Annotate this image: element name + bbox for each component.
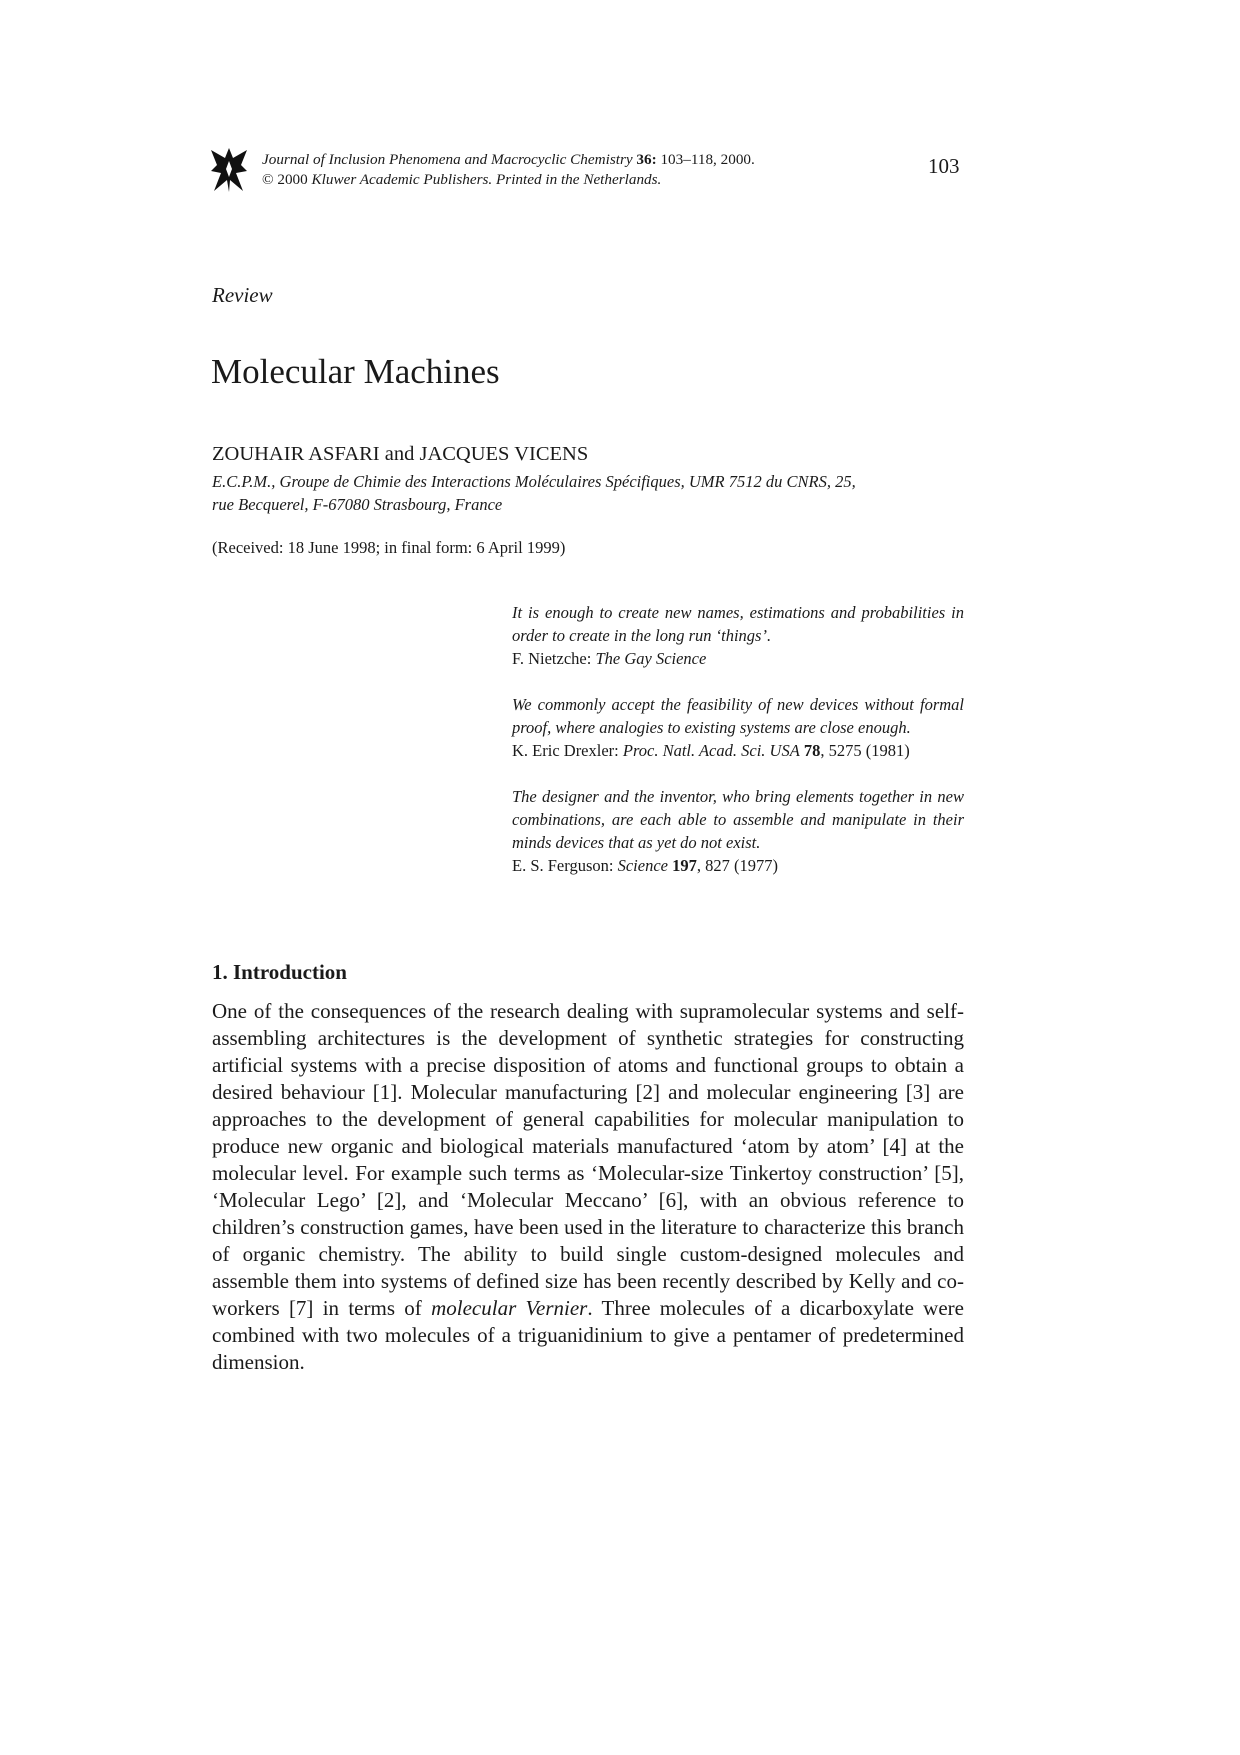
affiliation-line-2: rue Becquerel, F-67080 Strasbourg, France (212, 495, 503, 514)
epigraph-volume: 197 (672, 856, 697, 875)
epigraph-work: The Gay Science (595, 649, 707, 668)
printed-note: Printed in the Netherlands. (496, 171, 662, 188)
paragraph-emphasis: molecular Vernier (431, 1296, 588, 1320)
publisher-logo-icon (210, 147, 248, 193)
epigraph-author: F. Nietzche: (512, 649, 596, 668)
epigraph-work: Proc. Natl. Acad. Sci. USA (622, 741, 800, 760)
paragraph-text-end: . Three molecules of a dicarboxylate were combined with two molecules of a triguanidinium to give a pentamer of predetermined dimension. (212, 1296, 964, 1374)
epigraph (512, 601, 964, 670)
paragraph-text: One of the consequences of the research dealing with supramolecular systems and self-assembling architectures is the development of synthetic strategies for constructing artificial systems with a precise disposition of atoms and functional groups to obtain a desired behaviour [1]. Molecular manufacturing [2] and molecular engineering [3] are approaches to the development of general capabilities for molecular manipulation to produce new organic and biological materials manufactured ‘atom by atom’ [4] at the molecular level. For example such terms as ‘Molecular-size Tinkertoy construction’ [5], ‘Molecular Lego’ [2], and ‘Molecular Meccano’ [6], with an obvious reference to children’s construction games, have been used in the literature to characterize this branch of organic chemistry. The ability to build single custom-designed molecules and assemble them into systems of defined size has been recently described by Kelly and co-workers [7] in terms of (212, 999, 964, 1320)
article-authors: ZOUHAIR ASFARI and JACQUES VICENS (212, 443, 589, 465)
epigraph-author: K. Eric Drexler: (512, 741, 623, 760)
epigraph-author: E. S. Ferguson: (512, 856, 618, 875)
affiliation-line-1: E.C.P.M., Groupe de Chimie des Interactions Moléculaires Spécifiques, UMR 7512 du CNRS, 25, (212, 472, 856, 491)
journal-line-2 (262, 170, 755, 190)
page-number: 103 (928, 154, 960, 178)
journal-volume: 36: (636, 151, 657, 168)
introduction-paragraph (212, 998, 964, 1376)
publisher-name: Kluwer Academic Publishers. (311, 171, 493, 188)
epigraph-quote: It is enough to create new names, estimations and probabilities in order to create in the long run ‘things’. (512, 603, 964, 645)
epigraph-volume: 78 (803, 741, 821, 760)
epigraph-quote: We commonly accept the feasibility of new devices without formal proof, where analogies to existing systems are close enough. (512, 695, 964, 737)
journal-citation (262, 150, 755, 190)
copyright-symbol: © (262, 171, 274, 188)
author-affiliation (212, 470, 972, 516)
epigraph-source (512, 647, 964, 670)
received-dates: (Received: 18 June 1998; in final form: 6 April 1999) (212, 538, 566, 557)
journal-pages-year: 103–118, 2000. (660, 151, 755, 168)
publisher-logo (210, 147, 248, 193)
section-heading-introduction: 1. Introduction (212, 960, 347, 984)
epigraph-rest: , 827 (1977) (696, 856, 778, 875)
epigraph-quote: The designer and the inventor, who bring elements together in new combinations, are each able to assemble and manipulate in their minds devices that as yet do not exist. (512, 787, 964, 852)
epigraph-source (512, 739, 964, 762)
article-title: Molecular Machines (211, 352, 500, 391)
journal-title: Journal of Inclusion Phenomena and Macrocyclic Chemistry (262, 151, 633, 168)
journal-line-1 (262, 150, 755, 170)
epigraphs (512, 601, 964, 900)
copyright-year: 2000 (277, 171, 308, 188)
epigraph-rest: , 5275 (1981) (820, 741, 910, 760)
epigraph-source (512, 854, 964, 877)
epigraph (512, 785, 964, 877)
article-type: Review (212, 283, 273, 307)
epigraph (512, 693, 964, 762)
epigraph-work: Science (617, 856, 668, 875)
